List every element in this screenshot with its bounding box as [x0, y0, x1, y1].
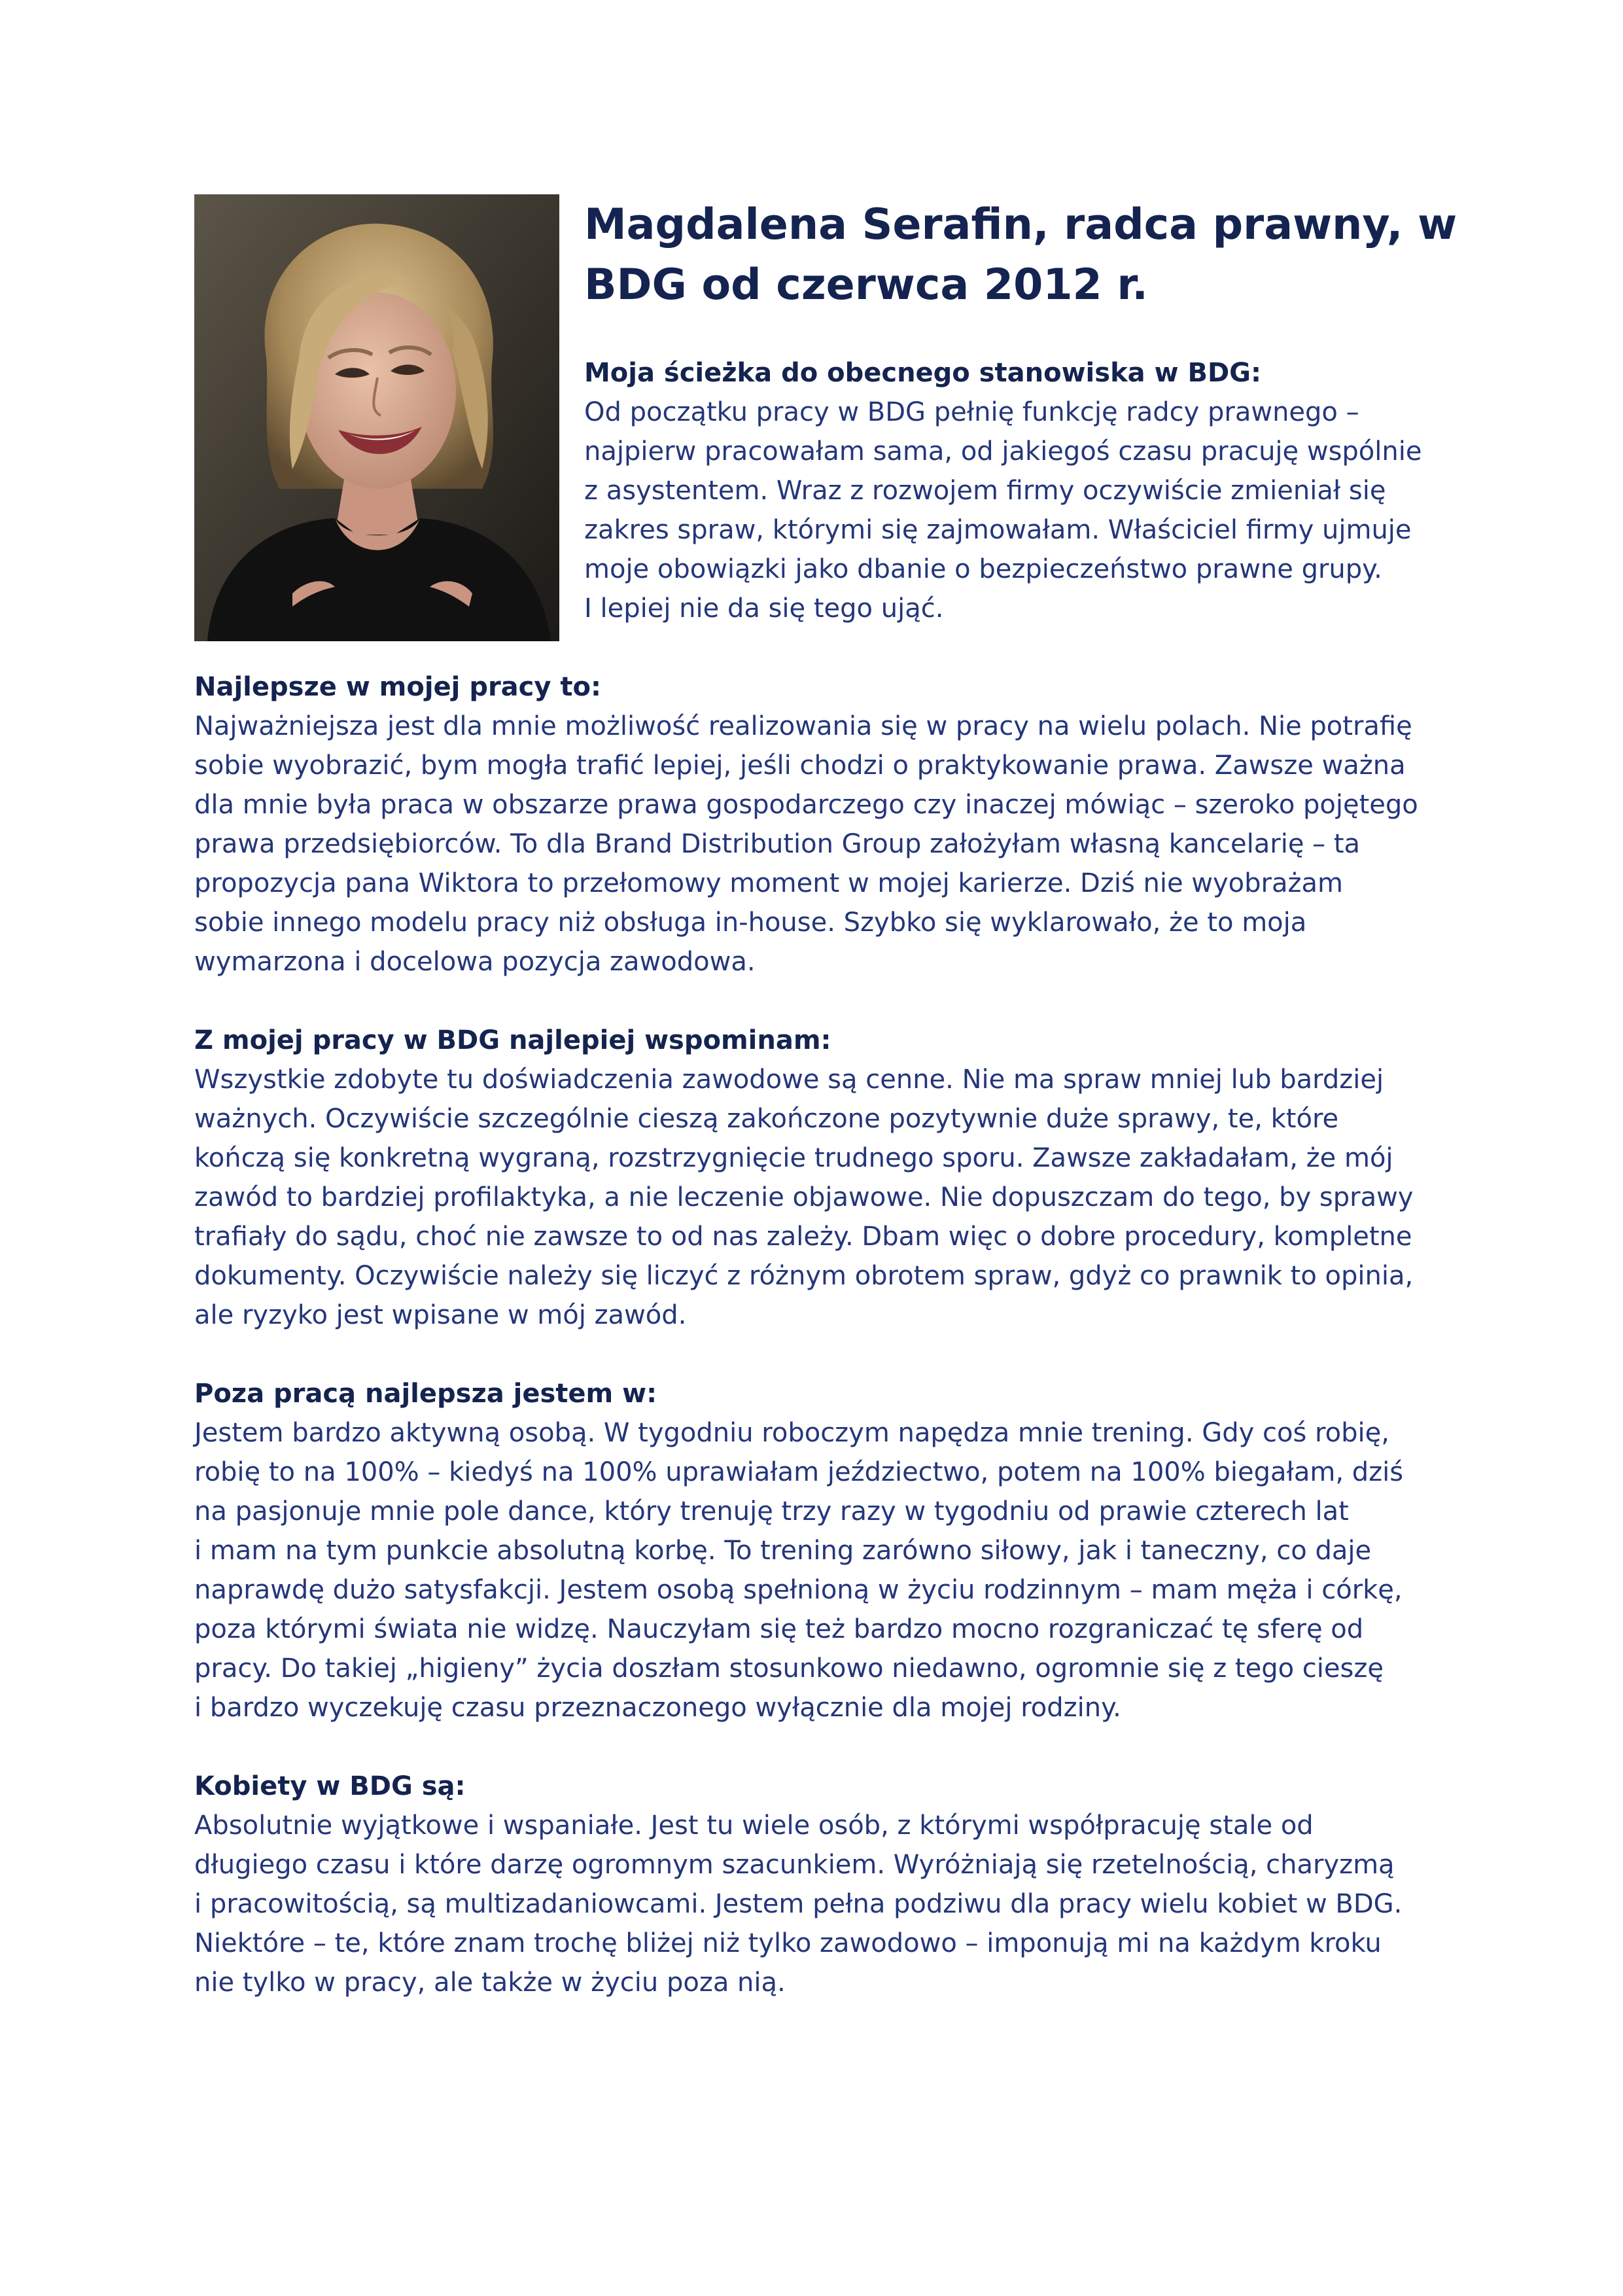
paragraph-line: Jestem bardzo aktywną osobą. W tygodniu roboczym napędza mnie trening. Gdy coś robię,	[194, 1418, 1389, 1448]
paragraph-line: zakres spraw, którymi się zajmowałam. Właściciel firmy ujmuje	[584, 515, 1412, 545]
paragraph-line: Najważniejsza jest dla mnie możliwość realizowania się w pracy na wielu polach. Nie potrafię	[194, 711, 1412, 741]
paragraph-line: i pracowitością, są multizadaniowcami. Jestem pełna podziwu dla pracy wielu kobiet w BDG.	[194, 1889, 1403, 1919]
paragraph-line: Niektóre – te, które znam trochę bliżej niż tylko zawodowo – imponują mi na każdym kroku	[194, 1928, 1382, 1958]
section-outside-work	[194, 1374, 1476, 1727]
paragraph-line: zawód to bardziej profilaktyka, a nie leczenie objawowe. Nie dopuszczam do tego, by sprawy	[194, 1182, 1414, 1212]
paragraph-line: na pasjonuje mnie pole dance, który trenuję trzy razy w tygodniu od prawie czterech lat	[194, 1496, 1349, 1527]
page-title	[584, 195, 1457, 315]
paragraph-line: najpierw pracowałam sama, od jakiegoś czasu pracuję wspólnie	[584, 436, 1422, 467]
paragraph-line: długiego czasu i które darzę ogromnym szacunkiem. Wyróżniają się rzetelnością, charyzmą	[194, 1850, 1395, 1880]
paragraph-line: ważnych. Oczywiście szczególnie cieszą zakończone pozytywnie duże sprawy, te, które	[194, 1104, 1339, 1134]
section-best-memories	[194, 1021, 1476, 1335]
section-best-at-work	[194, 667, 1476, 981]
paragraph-line: wymarzona i docelowa pozycja zawodowa.	[194, 947, 756, 977]
paragraph-line: dokumenty. Oczywiście należy się liczyć z różnym obrotem spraw, gdyż co prawnik to opinia,	[194, 1261, 1414, 1291]
paragraph-line: propozycja pana Wiktora to przełomowy moment w mojej karierze. Dziś nie wyobrażam	[194, 868, 1343, 898]
paragraph-line: ale ryzyko jest wpisane w mój zawód.	[194, 1300, 687, 1330]
paragraph-line: I lepiej nie da się tego ująć.	[584, 593, 944, 624]
paragraph-line: nie tylko w pracy, ale także w życiu poza nią.	[194, 1968, 786, 1998]
paragraph-line: i bardzo wyczekuję czasu przeznaczonego wyłącznie dla mojej rodziny.	[194, 1693, 1121, 1723]
paragraph-line: moje obowiązki jako dbanie o bezpieczeństwo prawne grupy.	[584, 554, 1382, 584]
paragraph-line: poza którymi świata nie widzę. Nauczyłam się też bardzo mocno rozgraniczać tę sferę od	[194, 1614, 1364, 1644]
title-line: Magdalena Serafin, radca prawny, w	[584, 200, 1457, 249]
paragraph-line: sobie wyobrazić, bym mogła trafić lepiej, jeśli chodzi o praktykowanie prawa. Zawsze ważna	[194, 751, 1406, 781]
paragraph-line: pracy. Do takiej „higieny” życia doszłam stosunkowo niedawno, ogromnie się z tego cieszę	[194, 1653, 1384, 1684]
section-heading: Moja ścieżka do obecnego stanowiska w BDG:	[584, 358, 1261, 388]
paragraph-line: robię to na 100% – kiedyś na 100% uprawiałam jeździectwo, potem na 100% biegałam, dziś	[194, 1457, 1404, 1487]
paragraph-line: i mam na tym punkcie absolutną korbę. To trening zarówno siłowy, jak i taneczny, co daje	[194, 1536, 1372, 1566]
section-heading: Z mojej pracy w BDG najlepiej wspominam:	[194, 1025, 831, 1055]
title-line: BDG od czerwca 2012 r.	[584, 260, 1148, 309]
paragraph-line: Absolutnie wyjątkowe i wspaniałe. Jest tu wiele osób, z którymi współpracuję stale od	[194, 1810, 1314, 1841]
section-heading: Kobiety w BDG są:	[194, 1771, 466, 1801]
paragraph-line: sobie innego modelu pracy niż obsługa in-house. Szybko się wyklarowało, że to moja	[194, 908, 1307, 938]
main-content	[194, 667, 1476, 2002]
paragraph-line: z asystentem. Wraz z rozwojem firmy oczywiście zmieniał się	[584, 476, 1386, 506]
paragraph-line: naprawdę dużo satysfakcji. Jestem osobą spełnioną w życiu rodzinnym – mam męża i córkę,	[194, 1575, 1403, 1605]
paragraph-line: Wszystkie zdobyte tu doświadczenia zawodowe są cenne. Nie ma spraw mniej lub bardziej	[194, 1065, 1384, 1095]
section-heading: Poza pracą najlepsza jestem w:	[194, 1379, 657, 1409]
section-women-in-bdg	[194, 1767, 1476, 2002]
paragraph-line: kończą się konkretną wygraną, rozstrzygnięcie trudnego sporu. Zawsze zakładałam, że mój	[194, 1143, 1393, 1173]
paragraph-line: Od początku pracy w BDG pełnię funkcję radcy prawnego –	[584, 397, 1359, 427]
portrait-photo	[194, 194, 559, 641]
section-heading: Najlepsze w mojej pracy to:	[194, 672, 601, 702]
paragraph-line: dla mnie była praca w obszarze prawa gospodarczego czy inaczej mówiąc – szeroko pojętego	[194, 790, 1418, 820]
paragraph-line: prawa przedsiębiorców. To dla Brand Distribution Group założyłam własną kancelarię – ta	[194, 829, 1361, 859]
intro-section	[584, 353, 1500, 628]
paragraph-line: trafiały do sądu, choć nie zawsze to od nas zależy. Dbam więc o dobre procedury, kompletne	[194, 1222, 1412, 1252]
